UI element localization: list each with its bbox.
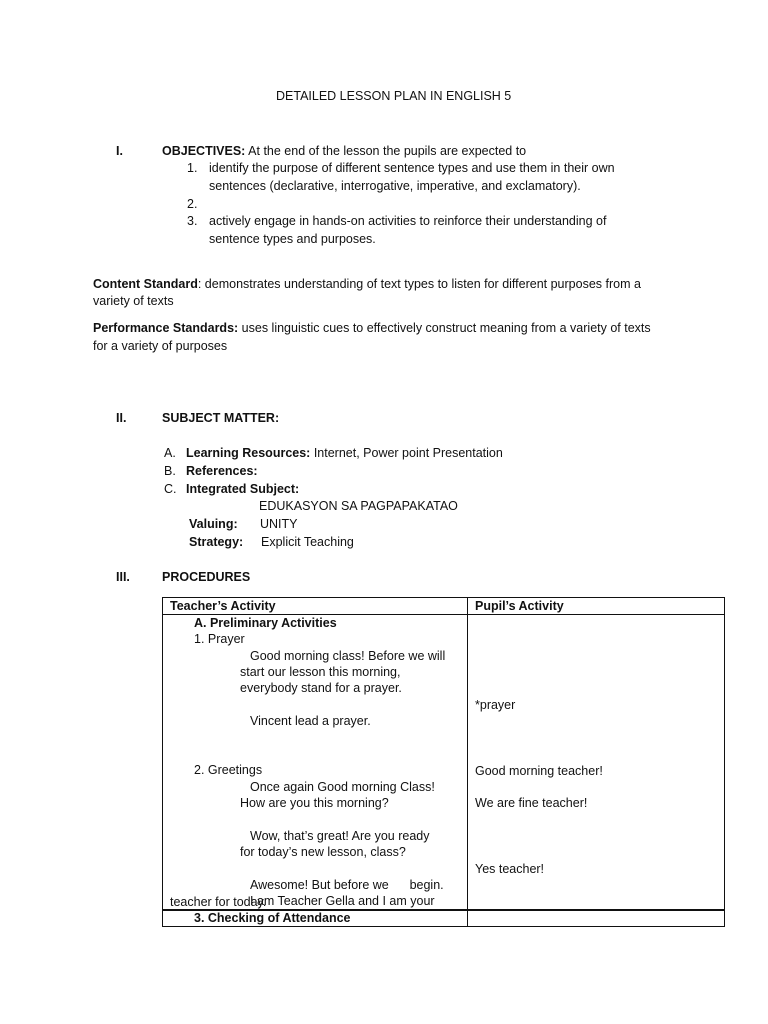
teacher-line: I am Teacher Gella and I am your xyxy=(250,894,435,909)
teacher-line: How are you this morning? xyxy=(240,796,389,811)
objective-number: 1. xyxy=(187,161,198,175)
subject-item-label: Integrated Subject: xyxy=(186,482,300,496)
objective-text: sentences (declarative, interrogative, imperative, and exclamatory). xyxy=(209,179,581,193)
table-row xyxy=(163,911,725,927)
pupil-activity-cell xyxy=(468,615,725,910)
objective-text: sentence types and purposes. xyxy=(209,232,376,246)
teacher-line: Good morning class! Before we will xyxy=(250,649,446,664)
teacher-line: teacher for today. xyxy=(170,895,267,910)
prayer-title: 1. Prayer xyxy=(194,632,245,647)
subject-item-label: References: xyxy=(186,464,258,478)
subject-item-letter: C. xyxy=(164,482,177,496)
table-header-row xyxy=(163,598,725,615)
objective-number: 2. xyxy=(187,197,198,211)
teacher-line: Once again Good morning Class! xyxy=(250,780,435,795)
teacher-line: Vincent lead a prayer. xyxy=(250,714,371,729)
valuing-label: Valuing: xyxy=(189,517,238,531)
teacher-line: Awesome! But before we begin. xyxy=(250,878,444,893)
procedures-table xyxy=(162,597,725,927)
preliminary-activities-heading: A. Preliminary Activities xyxy=(194,616,337,631)
subject-item-value: Internet, Power point Presentation xyxy=(310,446,503,460)
teacher-activity-header: Teacher’s Activity xyxy=(163,598,468,615)
teacher-line: start our lesson this morning, xyxy=(240,665,401,680)
subject-item xyxy=(186,445,503,462)
objective-text: actively engage in hands-on activities to reinforce their understanding of xyxy=(209,214,607,228)
pupil-response: *prayer xyxy=(475,698,516,713)
teacher-activity-cell xyxy=(163,911,468,927)
performance-standards-text: for a variety of purposes xyxy=(93,339,228,353)
pupil-response: Good morning teacher! xyxy=(475,764,603,779)
procedures-heading: PROCEDURES xyxy=(162,570,251,584)
teacher-line: for today’s new lesson, class? xyxy=(240,845,406,860)
page-title: DETAILED LESSON PLAN IN ENGLISH 5 xyxy=(276,89,512,103)
strategy-label: Strategy: xyxy=(189,535,244,549)
pupil-response: We are fine teacher! xyxy=(475,796,588,811)
objective-number: 3. xyxy=(187,214,198,228)
content-standard-text: variety of texts xyxy=(93,294,174,308)
subject-item-letter: A. xyxy=(164,446,176,460)
objective-text: identify the purpose of different sentence types and use them in their own xyxy=(209,161,615,175)
objectives-heading-line xyxy=(162,143,526,160)
pupil-activity-cell xyxy=(468,911,725,927)
objectives-numeral: I. xyxy=(116,144,123,158)
table-row xyxy=(163,615,725,910)
content-standard-label: Content Standard xyxy=(93,277,198,291)
subject-matter-heading: SUBJECT MATTER: xyxy=(162,411,280,425)
valuing-value: UNITY xyxy=(260,517,298,531)
subject-matter-numeral: II. xyxy=(116,411,127,425)
objectives-intro: At the end of the lesson the pupils are expected to xyxy=(248,144,527,158)
subject-item-label: Learning Resources: xyxy=(186,446,311,460)
pupil-response: Yes teacher! xyxy=(475,862,545,877)
performance-standards-label: Performance Standards: xyxy=(93,321,239,335)
greetings-title: 2. Greetings xyxy=(194,763,263,778)
pupil-activity-header: Pupil’s Activity xyxy=(468,598,725,615)
performance-standards xyxy=(93,320,651,337)
integrated-subject-value: EDUKASYON SA PAGPAPAKATAO xyxy=(259,499,458,513)
content-standard-text: : demonstrates understanding of text types to listen for different purposes from a xyxy=(197,277,641,291)
teacher-line: everybody stand for a prayer. xyxy=(240,681,402,696)
attendance-heading: 3. Checking of Attendance xyxy=(194,911,351,926)
strategy-value: Explicit Teaching xyxy=(261,535,354,549)
content-standard xyxy=(93,276,641,293)
subject-item-letter: B. xyxy=(164,464,176,478)
objectives-heading: OBJECTIVES: xyxy=(162,144,246,158)
performance-standards-text: uses linguistic cues to effectively construct meaning from a variety of texts xyxy=(238,321,651,335)
teacher-line: Wow, that’s great! Are you ready xyxy=(250,829,430,844)
procedures-numeral: III. xyxy=(116,570,130,584)
teacher-activity-cell xyxy=(163,615,468,910)
